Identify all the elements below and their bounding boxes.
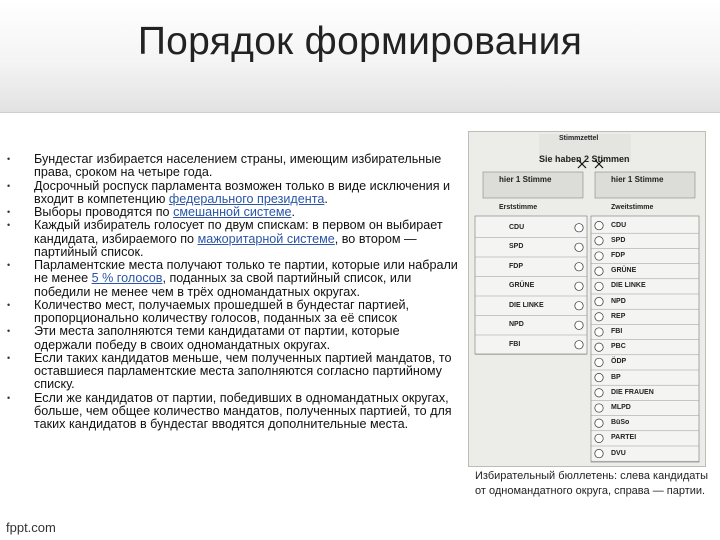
bullet-marker: • bbox=[7, 392, 11, 403]
ballot-vote-circle bbox=[595, 449, 603, 457]
ballot-party-label: DIE LINKE bbox=[509, 301, 544, 309]
bullet-marker: • bbox=[7, 260, 11, 270]
bullet-item bbox=[7, 297, 460, 326]
ballot-vote-circle bbox=[595, 358, 603, 366]
ballot-party-label: PARTEI bbox=[611, 434, 637, 442]
ballot-party-label: DVU bbox=[611, 449, 626, 457]
ballot-party-label: GRÜNE bbox=[611, 267, 637, 275]
ballot-party-label: PBC bbox=[611, 343, 626, 351]
ballot-vote-circle bbox=[595, 434, 603, 442]
ballot-party-label: CDU bbox=[509, 223, 525, 231]
ballot-party-label: GRÜNE bbox=[509, 282, 535, 290]
bullet-marker: • bbox=[7, 207, 11, 217]
ballot-vote-circle bbox=[595, 373, 603, 381]
ballot-party-label: NPD bbox=[611, 297, 626, 305]
ballot-vote-circle bbox=[595, 343, 603, 351]
bullet-item bbox=[7, 218, 460, 259]
ballot-vote-circle bbox=[595, 221, 603, 229]
ballot-vote-circle bbox=[575, 321, 583, 329]
bullet-text: Если же кандидатов от партии, победивших в одномандатных округах, больше, чем общее количество мандатов, полученных партией, то для таких кандидатов в бундестаг вводятся дополнительные места. bbox=[34, 390, 452, 431]
bullet-item bbox=[7, 324, 460, 352]
ballot-party-label: NPD bbox=[509, 321, 524, 329]
ballot-vote-circle bbox=[575, 263, 583, 271]
bullet-marker: • bbox=[7, 180, 11, 191]
bullet-text: Досрочный роспуск парламента возможен только в виде исключения и входит в компетенцию bbox=[34, 178, 451, 206]
bullet-item bbox=[7, 205, 460, 219]
ballot-party-label: CDU bbox=[611, 221, 627, 229]
ballot-vote-circle bbox=[595, 252, 603, 260]
ballot-party-label: ÖDP bbox=[611, 358, 627, 366]
bullet-item bbox=[7, 350, 460, 392]
bullet-item bbox=[7, 178, 460, 207]
bullet-marker: • bbox=[7, 352, 11, 363]
bullet-item bbox=[7, 390, 460, 432]
bullet-item bbox=[7, 152, 460, 180]
ballot-party-label: REP bbox=[611, 312, 626, 320]
bullet-link[interactable]: мажоритарной системе bbox=[197, 231, 335, 246]
ballot-party-label: BüSo bbox=[611, 419, 630, 427]
ballot-heading: Stimmzettel bbox=[559, 135, 599, 142]
ballot-vote-circle bbox=[575, 302, 583, 310]
ballot-party-label: FBI bbox=[509, 340, 521, 348]
bullet-text: Выборы проводятся по bbox=[34, 205, 174, 219]
ballot-party-label: DIE FRAUEN bbox=[611, 388, 654, 396]
ballot-party-label: FDP bbox=[509, 262, 523, 270]
bullet-text: . bbox=[324, 191, 328, 206]
ballot-party-label: SPD bbox=[611, 236, 626, 244]
ballot-vote-circle bbox=[595, 404, 603, 412]
ballot-right-caption: Zweitstimme bbox=[611, 204, 654, 211]
bullet-link[interactable]: 5 % голосов bbox=[91, 271, 163, 286]
bullet-text: . bbox=[291, 205, 295, 219]
bullet-text: , во втором — партийный список. bbox=[34, 231, 417, 259]
ballot-party-label: FBI bbox=[611, 328, 623, 335]
ballot-vote-circle bbox=[595, 282, 603, 290]
bullet-text: Если таких кандидатов меньше, чем полученных партией мандатов, то оставшиеся парламентские места заполняются согласно партийному списку. bbox=[34, 350, 452, 392]
ballot-subheading: Sie haben 2 Stimmen bbox=[539, 154, 630, 164]
ballot-vote-circle bbox=[575, 341, 583, 349]
ballot-party-label: BP bbox=[611, 373, 621, 381]
bullet-list bbox=[7, 152, 460, 431]
ballot-party-label: SPD bbox=[509, 243, 524, 251]
bullet-text: , поданных за свой партийный список, или победили не менее чем в трёх одномандатных округах. bbox=[34, 271, 412, 299]
bullet-text: Эти места заполняются теми кандидатами от партии, которые одержали победу в своих одномандатных округах. bbox=[34, 324, 400, 352]
ballot-vote-circle bbox=[595, 267, 603, 275]
ballot-vote-circle bbox=[595, 237, 603, 245]
ballot-party-label: FDP bbox=[611, 252, 625, 259]
ballot-vote-circle bbox=[595, 313, 603, 321]
ballot-party-label: DIE LINKE bbox=[611, 282, 646, 290]
bullet-marker: • bbox=[7, 326, 11, 337]
bullet-marker: • bbox=[7, 154, 11, 164]
ballot-left-caption: Erststimme bbox=[499, 204, 538, 211]
bullet-item bbox=[7, 258, 460, 299]
bullet-link[interactable]: смешанной системе bbox=[173, 205, 292, 219]
title-divider bbox=[0, 112, 720, 113]
ballot-vote-circle bbox=[595, 389, 603, 397]
ballot-image bbox=[468, 131, 706, 467]
ballot-left-header: hier 1 Stimme bbox=[499, 175, 552, 184]
bullet-text: Количество мест, получаемых прошедшей в бундестаг партией, пропорционально количеству голосов, поданных за её список bbox=[34, 297, 410, 325]
bullet-text: Бундестаг избирается населением страны, имеющим избирательные права, сроком на четыре года. bbox=[34, 152, 442, 180]
bullet-marker: • bbox=[7, 220, 11, 231]
bullet-link[interactable]: федерального президента bbox=[168, 191, 325, 206]
bullet-text: Парламентские места получают только те партии, которые или набрали не менее bbox=[34, 258, 458, 286]
ballot-right-header: hier 1 Stimme bbox=[611, 175, 664, 184]
ballot-vote-circle bbox=[575, 243, 583, 251]
footer-brand: fppt.com bbox=[6, 520, 56, 535]
ballot-vote-circle bbox=[595, 297, 603, 305]
ballot-party-label: MLPD bbox=[611, 404, 631, 411]
ballot-vote-circle bbox=[575, 224, 583, 232]
bullet-marker: • bbox=[7, 299, 11, 310]
ballot-vote-circle bbox=[595, 328, 603, 336]
slide-title: Порядок формирования bbox=[137, 20, 583, 63]
bullet-text: Каждый избиратель голосует по двум спискам: в первом он выбирает кандидата, избираемого по bbox=[34, 218, 443, 246]
ballot-vote-circle bbox=[595, 419, 603, 427]
ballot-caption: Избирательный бюллетень: слева кандидаты от одномандатного округа, справа — партии. bbox=[475, 470, 709, 497]
ballot-vote-circle bbox=[575, 282, 583, 290]
